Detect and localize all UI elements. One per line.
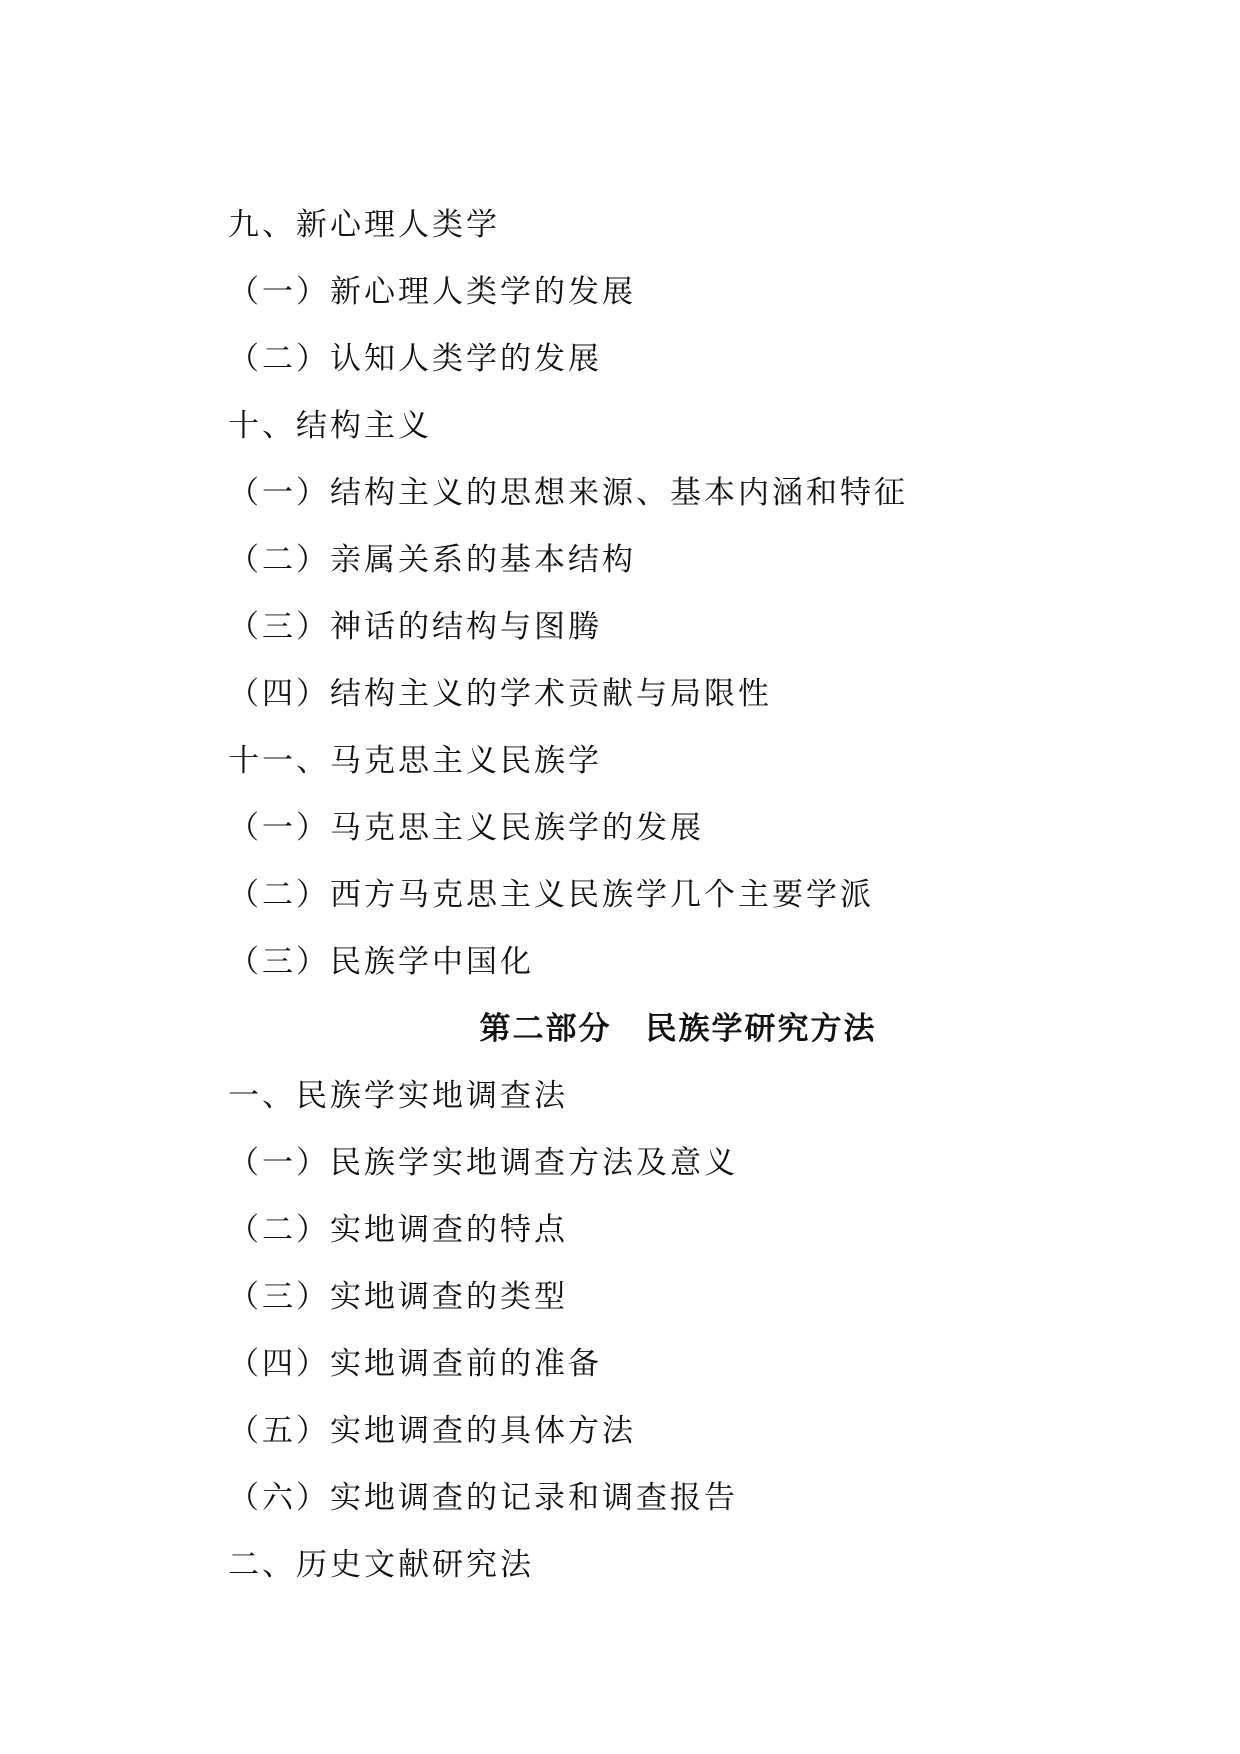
part-heading (228, 996, 958, 1063)
part-title: 民族学研究方法 (645, 1011, 877, 1047)
subsection-11-1: （一）马克思主义民族学的发展 (228, 810, 704, 846)
subsection-10-2: （二）亲属关系的基本结构 (228, 542, 636, 578)
subsection-11-2: （二）西方马克思主义民族学几个主要学派 (228, 877, 874, 913)
part2-section-heading-1: 一、民族学实地调查法 (228, 1078, 568, 1114)
subsection-11-3: （三）民族学中国化 (228, 944, 534, 980)
section-heading-11: 十一、马克思主义民族学 (228, 743, 602, 779)
section-heading-10: 十、结构主义 (228, 408, 432, 444)
part-number: 第二部分 (479, 1011, 612, 1047)
part2-subsection-1-3: （三）实地调查的类型 (228, 1279, 568, 1315)
part2-subsection-1-2: （二）实地调查的特点 (228, 1212, 568, 1248)
outline-list (228, 192, 1128, 1599)
subsection-9-1: （一）新心理人类学的发展 (228, 274, 636, 310)
part2-subsection-1-6: （六）实地调查的记录和调查报告 (228, 1480, 738, 1516)
subsection-10-3: （三）神话的结构与图腾 (228, 609, 602, 645)
subsection-9-2: （二）认知人类学的发展 (228, 341, 602, 377)
subsection-10-1: （一）结构主义的思想来源、基本内涵和特征 (228, 475, 908, 511)
section-heading-9: 九、新心理人类学 (228, 207, 500, 243)
part2-subsection-1-1: （一）民族学实地调查方法及意义 (228, 1145, 738, 1181)
subsection-10-4: （四）结构主义的学术贡献与局限性 (228, 676, 772, 712)
part2-subsection-1-4: （四）实地调查前的准备 (228, 1346, 602, 1382)
part2-subsection-1-5: （五）实地调查的具体方法 (228, 1413, 636, 1449)
part2-section-heading-2: 二、历史文献研究法 (228, 1547, 534, 1583)
